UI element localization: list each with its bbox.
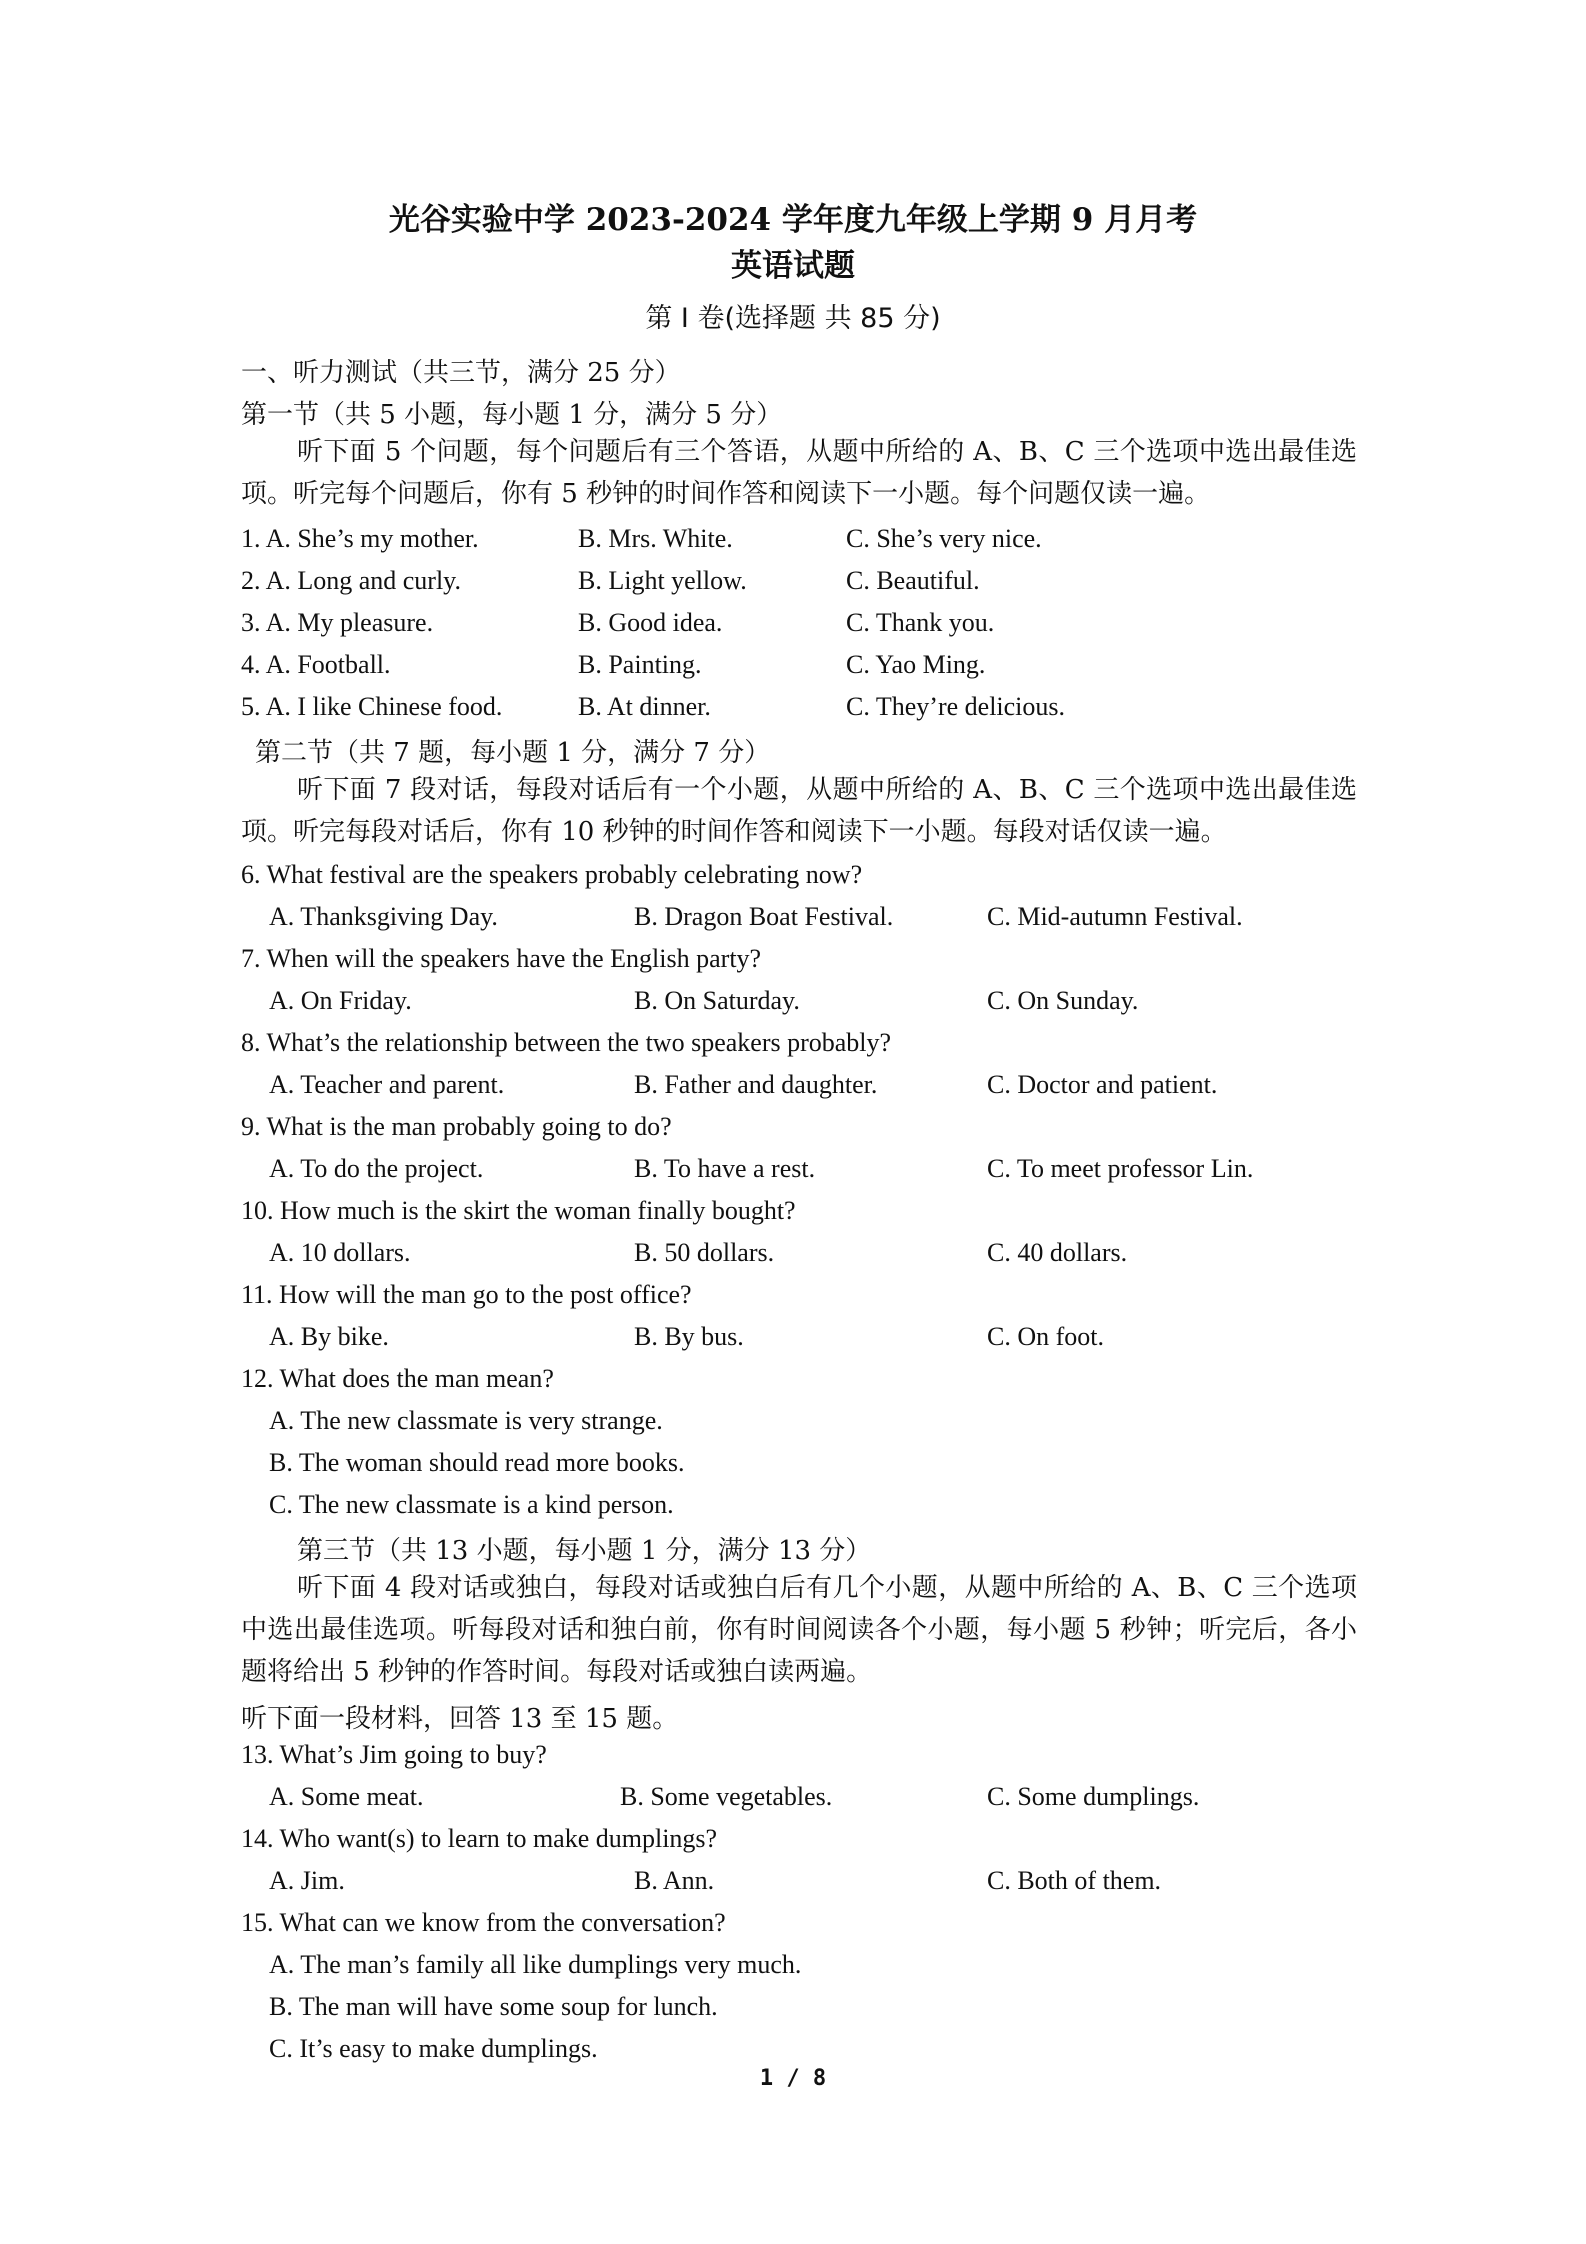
q14-option-a: A. Jim. bbox=[269, 1866, 345, 1895]
q1-option-c: C. She’s very nice. bbox=[846, 524, 1042, 553]
q10-option-a: A. 10 dollars. bbox=[269, 1238, 411, 1267]
q2-option-a: 2. A. Long and curly. bbox=[241, 566, 461, 595]
sub3-intro: 听下面 4 段对话或独白，每段对话或独白后有几个小题，从题中所给的 A、B、C 三个选项中选出最佳选项。听每段对话和独白前，你有时间阅读各个小题，每小题 5 秒钟；听完后，各小题将给出 5 秒钟的作答时间。每段对话或独白读两遍。 bbox=[241, 1573, 1357, 1687]
q5-option-b: B. At dinner. bbox=[578, 692, 711, 721]
q9-option-c: C. To meet professor Lin. bbox=[987, 1154, 1254, 1183]
q2-option-c: C. Beautiful. bbox=[846, 566, 980, 595]
q10-stem: 10. How much is the skirt the woman finally bought? bbox=[241, 1196, 796, 1225]
q2-option-b: B. Light yellow. bbox=[578, 566, 747, 595]
q15-option-a: A. The man’s family all like dumplings very much. bbox=[269, 1950, 802, 1979]
q12-option-c: C. The new classmate is a kind person. bbox=[269, 1490, 674, 1519]
q14-option-c: C. Both of them. bbox=[987, 1866, 1162, 1895]
q14-stem: 14. Who want(s) to learn to make dumplings? bbox=[241, 1824, 718, 1853]
sub2-heading: 第二节（共 7 题，每小题 1 分，满分 7 分） bbox=[255, 738, 771, 768]
sub1-intro: 听下面 5 个问题，每个问题后有三个答语，从题中所给的 A、B、C 三个选项中选出最佳选项。听完每个问题后，你有 5 秒钟的时间作答和阅读下一小题。每个问题仅读一遍。 bbox=[241, 437, 1357, 509]
q9-stem: 9. What is the man probably going to do? bbox=[241, 1112, 672, 1141]
part-heading: 第 I 卷(选择题 共 85 分) bbox=[645, 303, 941, 334]
page-number: 1 / 8 bbox=[759, 2066, 827, 2091]
q4-option-a: 4. A. Football. bbox=[241, 650, 391, 679]
q6-option-c: C. Mid-autumn Festival. bbox=[987, 902, 1243, 931]
q7-option-c: C. On Sunday. bbox=[987, 986, 1139, 1015]
q8-option-c: C. Doctor and patient. bbox=[987, 1070, 1218, 1099]
q12-stem: 12. What does the man mean? bbox=[241, 1364, 554, 1393]
section-heading: 一、听力测试（共三节，满分 25 分） bbox=[241, 358, 681, 388]
q10-option-c: C. 40 dollars. bbox=[987, 1238, 1128, 1267]
q1-option-a: 1. A. She’s my mother. bbox=[241, 524, 479, 553]
q6-stem: 6. What festival are the speakers probably celebrating now? bbox=[241, 860, 863, 889]
q8-option-b: B. Father and daughter. bbox=[634, 1070, 878, 1099]
q8-stem: 8. What’s the relationship between the two speakers probably? bbox=[241, 1028, 892, 1057]
q12-option-b: B. The woman should read more books. bbox=[269, 1448, 685, 1477]
q4-option-b: B. Painting. bbox=[578, 650, 702, 679]
q11-option-a: A. By bike. bbox=[269, 1322, 389, 1351]
q4-option-c: C. Yao Ming. bbox=[846, 650, 986, 679]
q5-option-c: C. They’re delicious. bbox=[846, 692, 1066, 721]
q9-option-a: A. To do the project. bbox=[269, 1154, 484, 1183]
q14-option-b: B. Ann. bbox=[634, 1866, 715, 1895]
q13-stem: 13. What’s Jim going to buy? bbox=[241, 1740, 547, 1769]
sub3-heading: 第三节（共 13 小题，每小题 1 分，满分 13 分） bbox=[297, 1536, 872, 1566]
sub2-intro: 听下面 7 段对话，每段对话后有一个小题，从题中所给的 A、B、C 三个选项中选出最佳选项。听完每段对话后，你有 10 秒钟的时间作答和阅读下一小题。每段对话仅读一遍。 bbox=[241, 775, 1357, 847]
q9-option-b: B. To have a rest. bbox=[634, 1154, 816, 1183]
q11-option-c: C. On foot. bbox=[987, 1322, 1104, 1351]
q3-option-a: 3. A. My pleasure. bbox=[241, 608, 434, 637]
q13-option-a: A. Some meat. bbox=[269, 1782, 424, 1811]
q8-option-a: A. Teacher and parent. bbox=[269, 1070, 505, 1099]
q3-option-c: C. Thank you. bbox=[846, 608, 995, 637]
q11-stem: 11. How will the man go to the post office? bbox=[241, 1280, 692, 1309]
material-instruction: 听下面一段材料，回答 13 至 15 题。 bbox=[241, 1704, 679, 1734]
q15-option-b: B. The man will have some soup for lunch. bbox=[269, 1992, 718, 2021]
q7-option-b: B. On Saturday. bbox=[634, 986, 800, 1015]
exam-title: 光谷实验中学 2023-2024 学年度九年级上学期 9 月月考 bbox=[388, 202, 1198, 238]
q3-option-b: B. Good idea. bbox=[578, 608, 723, 637]
q6-option-b: B. Dragon Boat Festival. bbox=[634, 902, 894, 931]
q5-option-a: 5. A. I like Chinese food. bbox=[241, 692, 503, 721]
exam-subtitle: 英语试题 bbox=[731, 248, 855, 284]
q1-option-b: B. Mrs. White. bbox=[578, 524, 733, 553]
q15-stem: 15. What can we know from the conversation? bbox=[241, 1908, 726, 1937]
q10-option-b: B. 50 dollars. bbox=[634, 1238, 775, 1267]
q15-option-c: C. It’s easy to make dumplings. bbox=[269, 2034, 598, 2063]
q13-option-c: C. Some dumplings. bbox=[987, 1782, 1200, 1811]
sub1-heading: 第一节（共 5 小题，每小题 1 分，满分 5 分） bbox=[241, 400, 783, 430]
q7-stem: 7. When will the speakers have the English party? bbox=[241, 944, 762, 973]
q11-option-b: B. By bus. bbox=[634, 1322, 744, 1351]
q13-option-b: B. Some vegetables. bbox=[620, 1782, 833, 1811]
q7-option-a: A. On Friday. bbox=[269, 986, 412, 1015]
q12-option-a: A. The new classmate is very strange. bbox=[269, 1406, 663, 1435]
q6-option-a: A. Thanksgiving Day. bbox=[269, 902, 498, 931]
